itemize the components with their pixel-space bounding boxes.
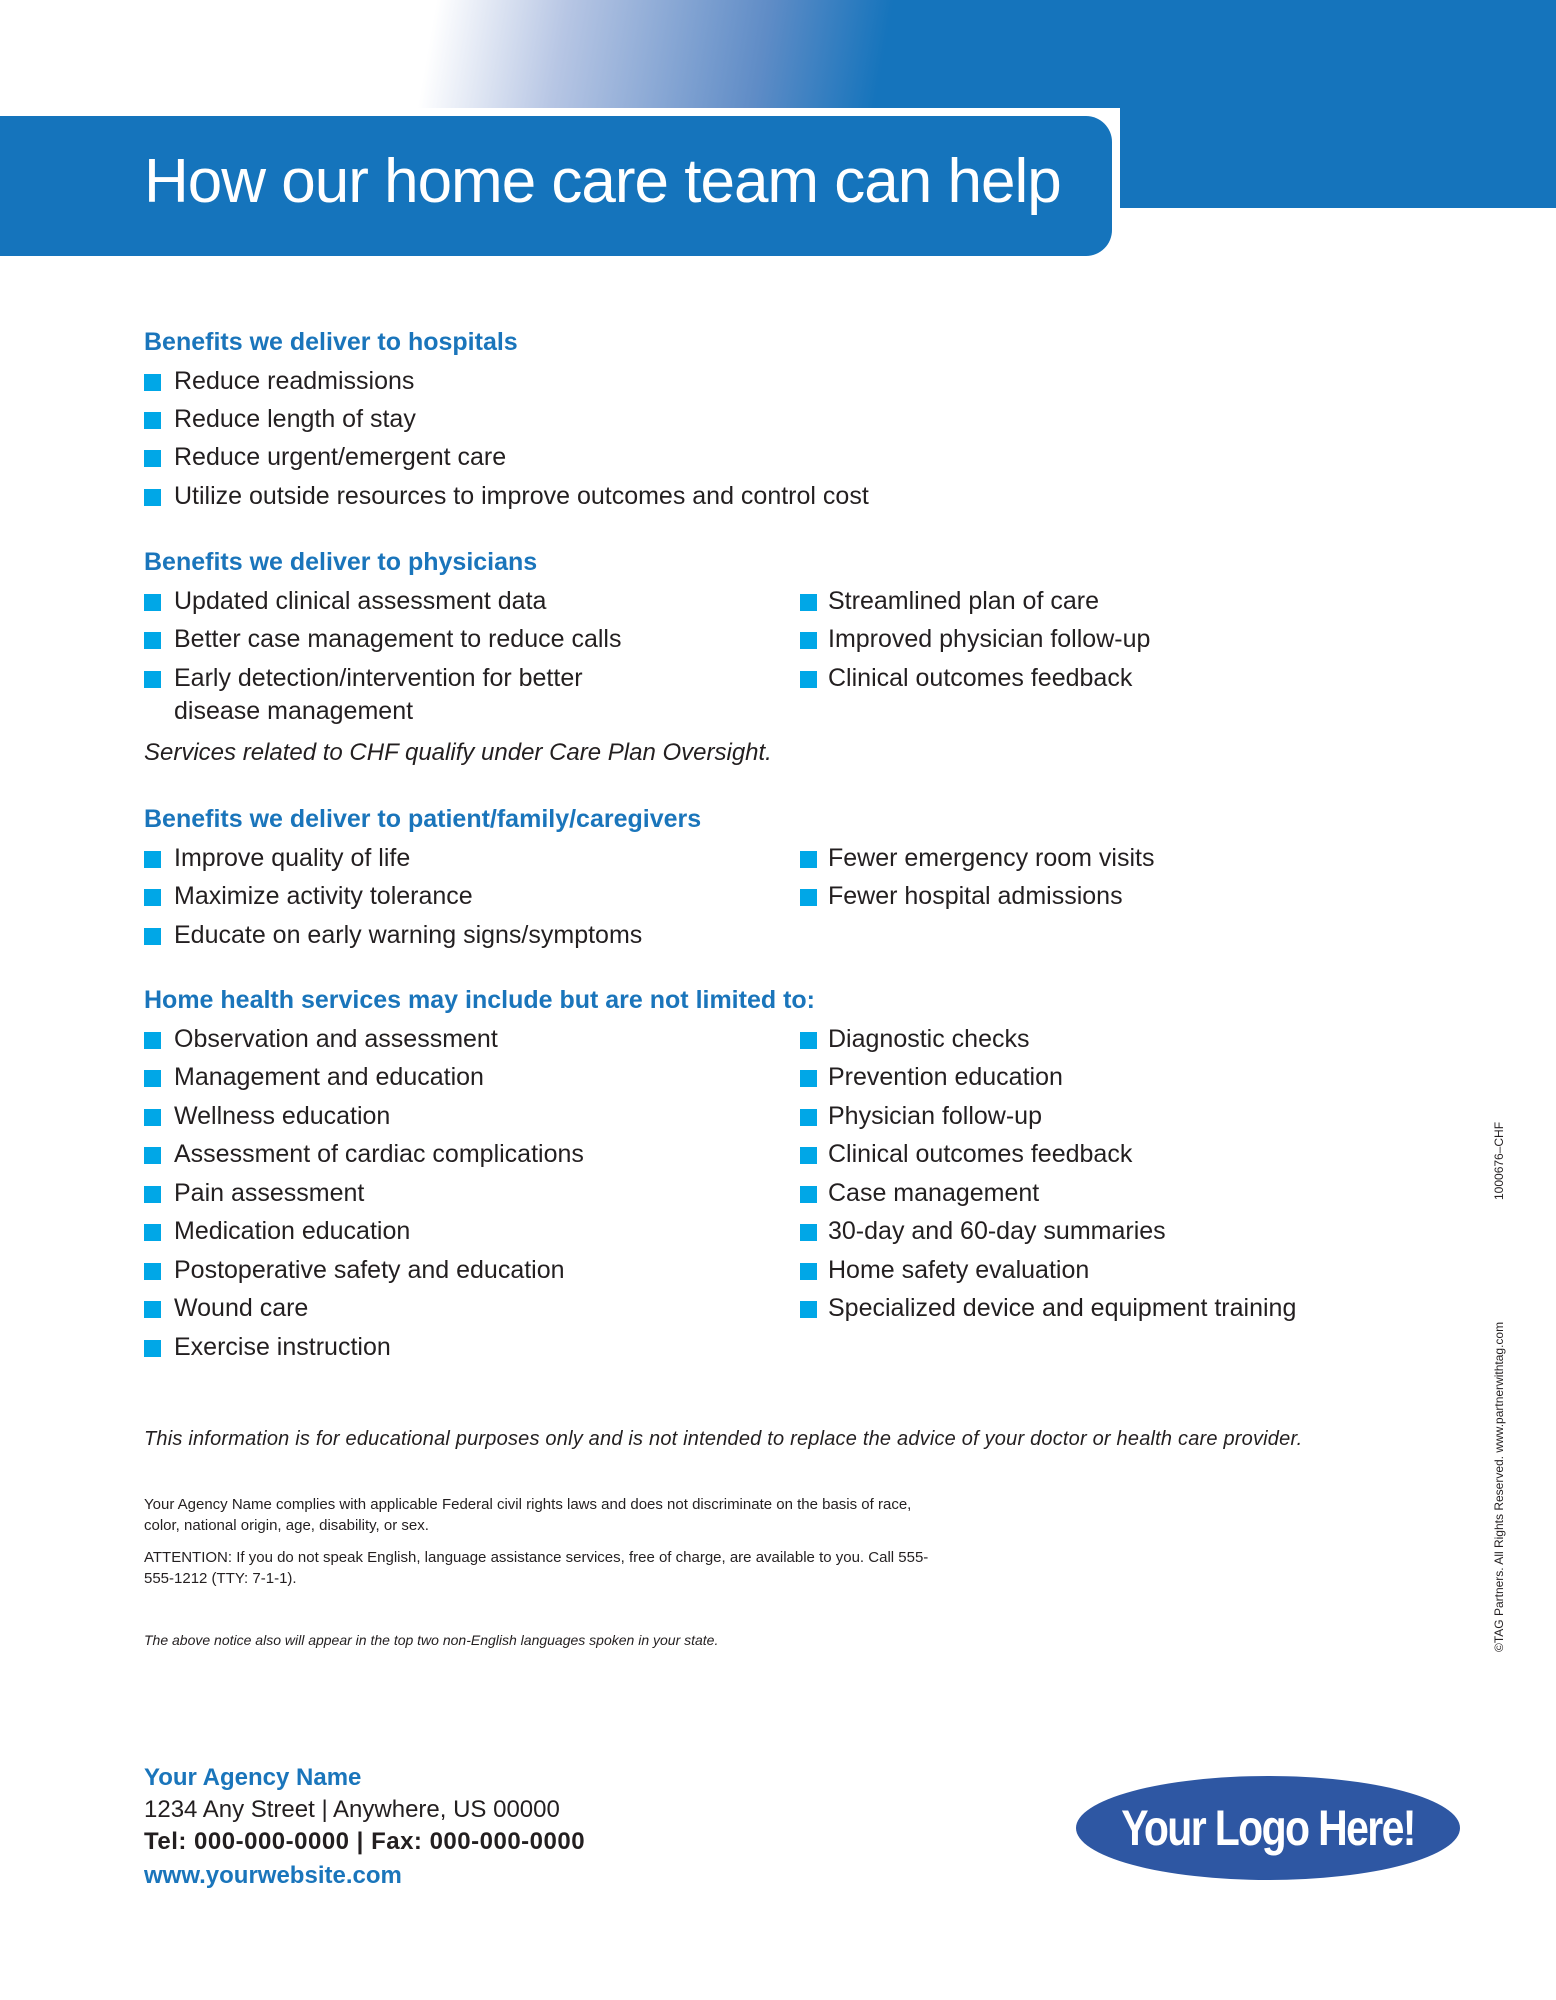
bullet-icon [144,928,161,945]
list-item: Maximize activity tolerance [174,882,473,910]
bullet-icon [144,450,161,467]
list-item: Physician follow-up [828,1102,1042,1130]
list-item: Home safety evaluation [828,1256,1090,1284]
document-code: 1000676–CHF [1492,1121,1506,1200]
bullet-icon [144,489,161,506]
bullet-icon [800,851,817,868]
bullet-icon [800,632,817,649]
list-item: Exercise instruction [174,1333,391,1361]
list-item: Assessment of cardiac complications [174,1140,584,1168]
list-item: Wound care [174,1294,309,1322]
list-item: Streamlined plan of care [828,587,1099,615]
bullet-icon [800,1032,817,1049]
bullet-icon [800,1224,817,1241]
logo-placeholder [1076,1776,1460,1880]
agency-address: 1234 Any Street | Anywhere, US 00000 [144,1796,560,1823]
list-item: Case management [828,1179,1040,1207]
section-heading-services: Home health services may include but are not limited to: [144,986,815,1014]
list-item: Prevention education [828,1063,1063,1091]
logo-text: Your Logo Here! [1121,1800,1415,1856]
list-item: Utilize outside resources to improve outcomes and control cost [174,482,869,510]
list-item: Better case management to reduce calls [174,625,622,653]
language-assistance-notice: ATTENTION: If you do not speak English, language assistance services, free of charge, are available to you. Call 555-555-1212 (TTY: 7-1-1). [144,1549,929,1587]
list-item: Fewer emergency room visits [828,844,1155,872]
copyright-notice: ©TAG Partners. All Rights Reserved. www.partnerwithtag.com [1492,1321,1506,1652]
list-item: Fewer hospital admissions [828,882,1123,910]
list-item: Early detection/intervention for better [174,664,583,692]
list-item: Specialized device and equipment training [828,1294,1297,1322]
list-item-continuation: disease management [174,697,414,725]
list-item: 30-day and 60-day summaries [828,1217,1166,1245]
list-item: Improved physician follow-up [828,625,1151,653]
bullet-icon [144,889,161,906]
list-item: Medication education [174,1217,411,1245]
bullet-icon [800,1147,817,1164]
bullet-icon [800,671,817,688]
bullet-icon [144,1186,161,1203]
bullet-icon [144,594,161,611]
bullet-icon [144,1340,161,1357]
list-item: Reduce readmissions [174,367,415,395]
section-heading-hospitals: Benefits we deliver to hospitals [144,328,518,356]
list-item: Improve quality of life [174,844,411,872]
bullet-icon [800,1070,817,1087]
bullet-icon [144,412,161,429]
agency-website-link[interactable]: www.yourwebsite.com [144,1862,402,1889]
list-item: Clinical outcomes feedback [828,1140,1133,1168]
bullet-icon [800,594,817,611]
bullet-icon [144,374,161,391]
educational-disclaimer: This information is for educational purposes only and is not intended to replace the advice of your doctor or health care provider. [144,1428,1303,1450]
list-item: Observation and assessment [174,1025,498,1053]
translation-notice: The above notice also will appear in the top two non-English languages spoken in your state. [144,1632,719,1648]
bullet-icon [144,1301,161,1318]
bullet-icon [144,1109,161,1126]
list-item: Reduce urgent/emergent care [174,443,507,471]
bullet-icon [144,1263,161,1280]
bullet-icon [800,1263,817,1280]
list-item: Management and education [174,1063,484,1091]
page-title: How our home care team can help [144,147,1061,216]
list-item: Wellness education [174,1102,391,1130]
bullet-icon [144,1070,161,1087]
physicians-note: Services related to CHF qualify under Care Plan Oversight. [144,739,772,766]
list-item: Clinical outcomes feedback [828,664,1133,692]
bullet-icon [144,1032,161,1049]
list-item: Educate on early warning signs/symptoms [174,921,643,949]
list-item: Postoperative safety and education [174,1256,565,1284]
list-item: Updated clinical assessment data [174,587,547,615]
section-heading-physicians: Benefits we deliver to physicians [144,548,538,576]
bullet-icon [800,1109,817,1126]
bullet-icon [144,1224,161,1241]
bullet-icon [800,1186,817,1203]
list-item: Reduce length of stay [174,405,416,433]
bullet-icon [144,1147,161,1164]
bullet-icon [144,671,161,688]
bullet-icon [144,851,161,868]
bullet-icon [800,1301,817,1318]
civil-rights-notice: Your Agency Name complies with applicable Federal civil rights laws and does not discriminate on the basis of race, color, national origin, age, disability, or sex. [144,1496,912,1534]
section-heading-patients: Benefits we deliver to patient/family/caregivers [144,805,702,833]
agency-name: Your Agency Name [144,1764,362,1791]
list-item: Pain assessment [174,1179,365,1207]
bullet-icon [144,632,161,649]
agency-phone-fax: Tel: 000-000-0000 | Fax: 000-000-0000 [144,1828,586,1855]
list-item: Diagnostic checks [828,1025,1030,1053]
bullet-icon [800,889,817,906]
